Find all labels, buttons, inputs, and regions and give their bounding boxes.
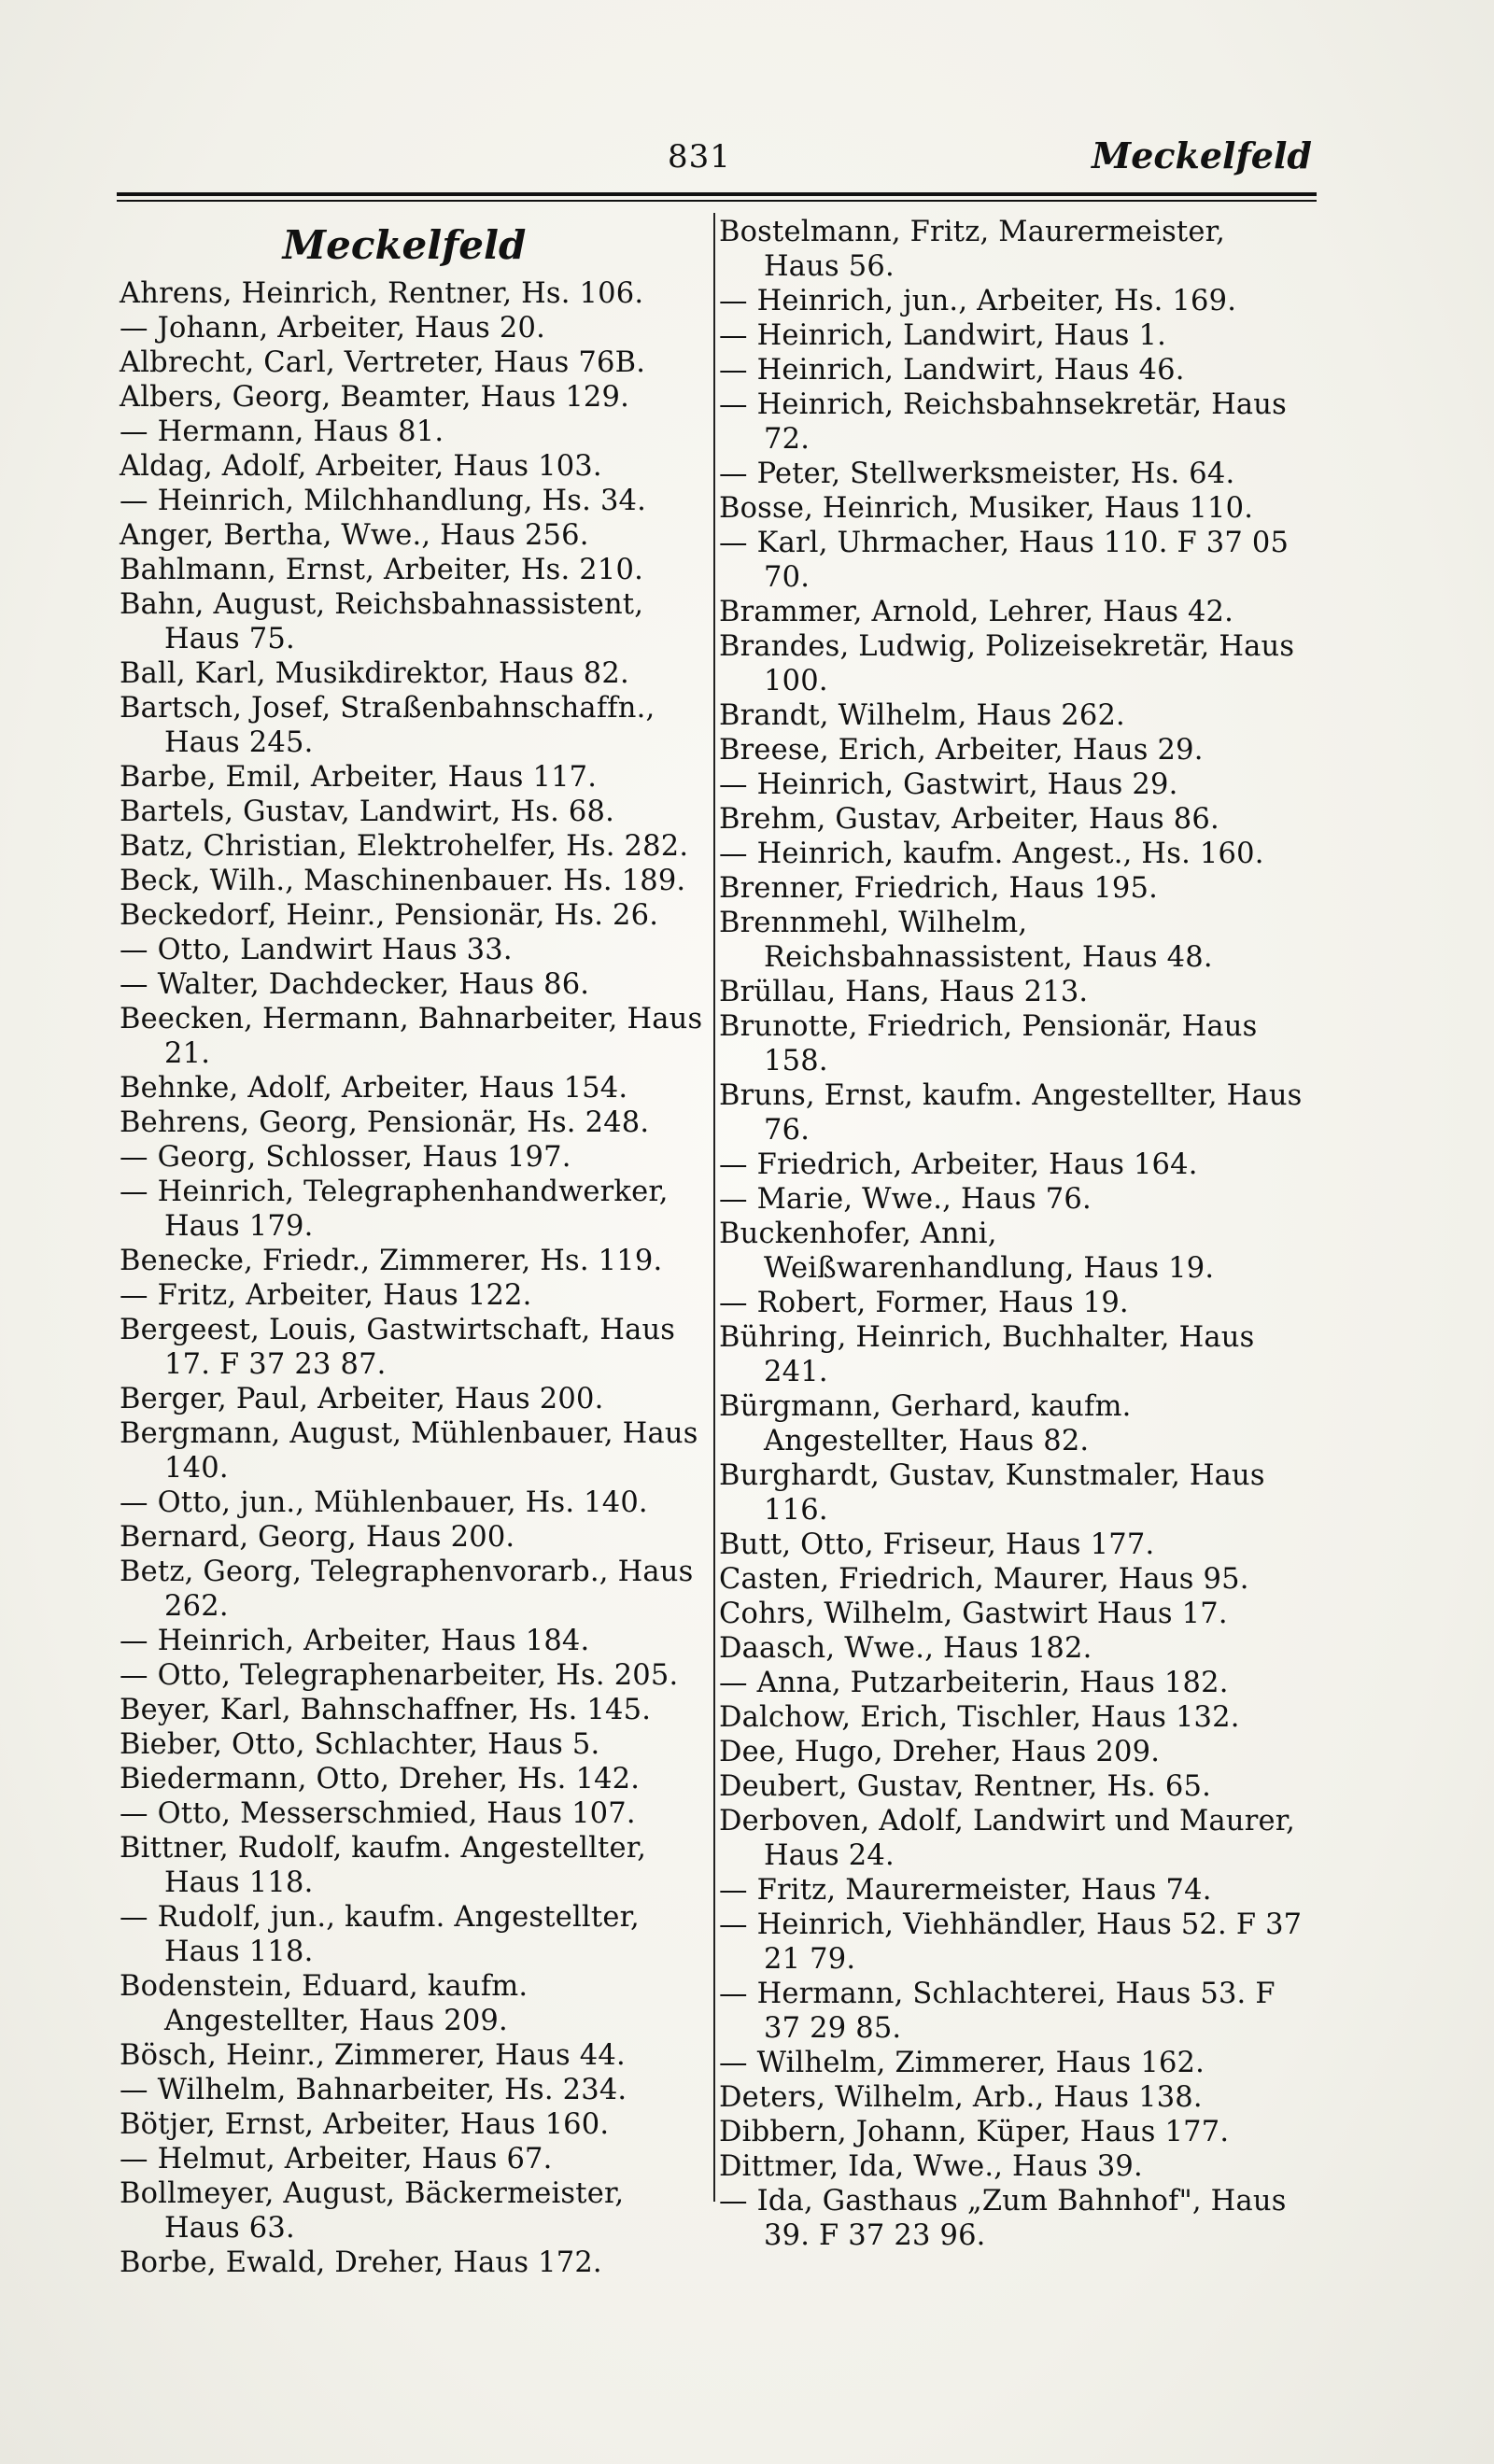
directory-entry: Batz, Christian, Elektrohelfer, Hs. 282. (120, 830, 689, 863)
directory-entry: — Heinrich, Telegraphenhandwerker, Haus 179. (120, 1176, 669, 1243)
directory-entry: Beecken, Hermann, Bahnarbeiter, Haus 21. (120, 1003, 703, 1070)
directory-entry: — Rudolf, jun., kaufm. Angestellter, Haus 118. (120, 1901, 640, 1968)
directory-entry: Derboven, Adolf, Landwirt und Maurer, Haus 24. (719, 1805, 1296, 1872)
directory-entry: — Otto, Telegraphenarbeiter, Hs. 205. (120, 1659, 679, 1692)
directory-entry: Borbe, Ewald, Dreher, Haus 172. (120, 2246, 602, 2279)
directory-entry: — Heinrich, kaufm. Angest., Hs. 160. (719, 838, 1264, 870)
right-entry-list (719, 215, 1307, 2253)
right-column (719, 215, 1307, 2253)
directory-entry: — Wilhelm, Bahnarbeiter, Hs. 234. (120, 2074, 627, 2106)
directory-entry: Brennmehl, Wilhelm, Reichsbahnassistent, Haus 48. (719, 907, 1213, 974)
directory-entry: Betz, Georg, Telegraphenvorarb., Haus 262. (120, 1556, 694, 1623)
directory-entry: Dee, Hugo, Dreher, Haus 209. (719, 1736, 1161, 1768)
page-number: 831 (668, 138, 731, 176)
directory-entry: Brandt, Wilhelm, Haus 262. (719, 699, 1125, 732)
directory-entry: — Heinrich, Landwirt, Haus 46. (719, 354, 1185, 387)
directory-entry: — Otto, Landwirt Haus 33. (120, 934, 513, 966)
directory-entry: Bruns, Ernst, kaufm. Angestellter, Haus 76. (719, 1079, 1303, 1147)
directory-entry: Aldag, Adolf, Arbeiter, Haus 103. (120, 450, 602, 483)
directory-entry: Dibbern, Johann, Küper, Haus 177. (719, 2116, 1230, 2148)
directory-entry: Casten, Friedrich, Maurer, Haus 95. (719, 1563, 1249, 1596)
directory-entry: Deters, Wilhelm, Arb., Haus 138. (719, 2081, 1203, 2114)
directory-entry: — Marie, Wwe., Haus 76. (719, 1183, 1092, 1216)
directory-entry: — Helmut, Arbeiter, Haus 67. (120, 2143, 553, 2175)
column-divider (713, 213, 715, 2202)
directory-entry: Bergeest, Louis, Gastwirtschaft, Haus 17. F 37 23 87. (120, 1314, 676, 1381)
directory-entry: Bieber, Otto, Schlachter, Haus 5. (120, 1728, 600, 1761)
directory-entry: — Heinrich, Viehhändler, Haus 52. F 37 21 79. (719, 1908, 1303, 1976)
directory-entry: Bernard, Georg, Haus 200. (120, 1521, 515, 1554)
directory-entry: — Walter, Dachdecker, Haus 86. (120, 968, 590, 1001)
directory-entry: — Anna, Putzarbeiterin, Haus 182. (719, 1667, 1229, 1699)
directory-entry: Butt, Otto, Friseur, Haus 177. (719, 1528, 1155, 1561)
directory-entry: — Otto, Messerschmied, Haus 107. (120, 1797, 636, 1830)
directory-entry: — Heinrich, Milchhandlung, Hs. 34. (120, 485, 647, 517)
directory-entry: Brehm, Gustav, Arbeiter, Haus 86. (719, 803, 1219, 836)
directory-entry: — Heinrich, jun., Arbeiter, Hs. 169. (719, 285, 1237, 317)
directory-entry: Bötjer, Ernst, Arbeiter, Haus 160. (120, 2108, 610, 2141)
directory-entry: Biedermann, Otto, Dreher, Hs. 142. (120, 1763, 641, 1795)
directory-entry: — Otto, jun., Mühlenbauer, Hs. 140. (120, 1486, 648, 1519)
directory-entry: Benecke, Friedr., Zimmerer, Hs. 119. (120, 1245, 663, 1277)
directory-entry: Behnke, Adolf, Arbeiter, Haus 154. (120, 1072, 628, 1105)
directory-entry: Beckedorf, Heinr., Pensionär, Hs. 26. (120, 899, 659, 932)
directory-entry: — Fritz, Arbeiter, Haus 122. (120, 1279, 532, 1312)
directory-entry: — Friedrich, Arbeiter, Haus 164. (719, 1148, 1198, 1181)
directory-entry: — Hermann, Schlachterei, Haus 53. F 37 29 85. (719, 1978, 1276, 2045)
directory-entry: Bahn, August, Reichsbahnassistent, Haus 75. (120, 588, 644, 655)
directory-entry: — Heinrich, Gastwirt, Haus 29. (719, 768, 1178, 801)
left-entry-list (120, 276, 708, 2280)
directory-entry: Burghardt, Gustav, Kunstmaler, Haus 116. (719, 1459, 1265, 1527)
directory-entry: Berger, Paul, Arbeiter, Haus 200. (120, 1383, 604, 1415)
directory-entry: Albers, Georg, Beamter, Haus 129. (120, 381, 630, 414)
directory-entry: Bartels, Gustav, Landwirt, Hs. 68. (120, 796, 615, 828)
directory-entry: Bürgmann, Gerhard, kaufm. Angestellter, Haus 82. (719, 1390, 1132, 1457)
directory-entry: Bösch, Heinr., Zimmerer, Haus 44. (120, 2039, 626, 2072)
directory-entry: — Ida, Gasthaus „Zum Bahnhof", Haus 39. F 37 23 96. (719, 2185, 1287, 2252)
directory-entry: Anger, Bertha, Wwe., Haus 256. (120, 519, 589, 552)
directory-entry: Dittmer, Ida, Wwe., Haus 39. (719, 2150, 1143, 2183)
running-title: Meckelfeld (1092, 134, 1312, 176)
directory-entry: Brammer, Arnold, Lehrer, Haus 42. (719, 596, 1234, 628)
directory-entry: Beck, Wilh., Maschinenbauer. Hs. 189. (120, 865, 686, 897)
directory-entry: Daasch, Wwe., Haus 182. (719, 1632, 1092, 1665)
section-title: Meckelfeld (282, 222, 527, 268)
directory-entry: Albrecht, Carl, Vertreter, Haus 76B. (120, 346, 646, 379)
directory-entry: Brüllau, Hans, Haus 213. (719, 976, 1089, 1008)
directory-entry: — Hermann, Haus 81. (120, 415, 444, 448)
directory-entry: Bartsch, Josef, Straßenbahnschaffn., Haus 245. (120, 692, 655, 759)
directory-entry: Buckenhofer, Anni, Weißwarenhandlung, Haus 19. (719, 1218, 1215, 1285)
directory-entry: Breese, Erich, Arbeiter, Haus 29. (719, 734, 1204, 767)
directory-entry: Ahrens, Heinrich, Rentner, Hs. 106. (120, 277, 644, 310)
directory-entry: Bühring, Heinrich, Buchhalter, Haus 241. (719, 1321, 1255, 1388)
running-head (0, 131, 1494, 187)
directory-entry: Bosse, Heinrich, Musiker, Haus 110. (719, 492, 1254, 525)
directory-entry: Brandes, Ludwig, Polizeisekretär, Haus 100. (719, 630, 1295, 697)
header-rule-thick (117, 192, 1317, 196)
directory-entry: — Fritz, Maurermeister, Haus 74. (719, 1874, 1212, 1907)
directory-entry: Bittner, Rudolf, kaufm. Angestellter, Haus 118. (120, 1832, 647, 1899)
directory-entry: Bahlmann, Ernst, Arbeiter, Hs. 210. (120, 554, 643, 586)
header-rule-thin (117, 200, 1317, 202)
directory-entry: — Heinrich, Arbeiter, Haus 184. (120, 1625, 590, 1657)
directory-entry: — Peter, Stellwerksmeister, Hs. 64. (719, 458, 1235, 490)
directory-entry: Cohrs, Wilhelm, Gastwirt Haus 17. (719, 1598, 1228, 1630)
directory-entry: — Georg, Schlosser, Haus 197. (120, 1141, 571, 1174)
directory-entry: Brunotte, Friedrich, Pensionär, Haus 158. (719, 1010, 1258, 1077)
directory-entry: Behrens, Georg, Pensionär, Hs. 248. (120, 1106, 650, 1139)
directory-entry: Dalchow, Erich, Tischler, Haus 132. (719, 1701, 1240, 1734)
left-column (120, 215, 708, 2280)
directory-entry: Brenner, Friedrich, Haus 195. (719, 872, 1159, 905)
directory-entry: — Heinrich, Landwirt, Haus 1. (719, 319, 1167, 352)
directory-entry: Barbe, Emil, Arbeiter, Haus 117. (120, 761, 598, 794)
directory-entry: Beyer, Karl, Bahnschaffner, Hs. 145. (120, 1694, 652, 1726)
directory-entry: — Heinrich, Reichsbahnsekretär, Haus 72. (719, 388, 1287, 456)
directory-entry: Bergmann, August, Mühlenbauer, Haus 140. (120, 1417, 698, 1485)
directory-entry: — Wilhelm, Zimmerer, Haus 162. (719, 2047, 1205, 2079)
directory-entry: Bodenstein, Eduard, kaufm. Angestellter, Haus 209. (120, 1970, 529, 2037)
directory-entry: — Robert, Former, Haus 19. (719, 1287, 1129, 1319)
directory-entry: Bostelmann, Fritz, Maurermeister, Haus 56. (719, 216, 1225, 283)
directory-entry: Bollmeyer, August, Bäckermeister, Haus 63. (120, 2177, 625, 2245)
directory-entry: Ball, Karl, Musikdirektor, Haus 82. (120, 657, 629, 690)
directory-entry: Deubert, Gustav, Rentner, Hs. 65. (719, 1770, 1212, 1803)
directory-entry: — Johann, Arbeiter, Haus 20. (120, 312, 546, 345)
directory-entry: — Karl, Uhrmacher, Haus 110. F 37 05 70. (719, 527, 1290, 594)
